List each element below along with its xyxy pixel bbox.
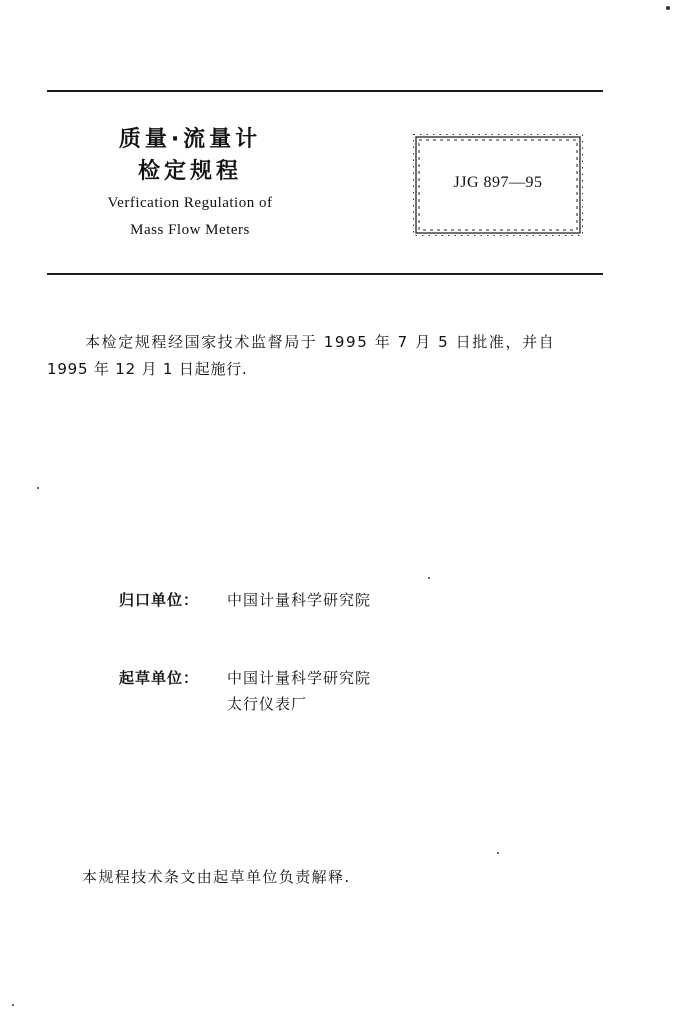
scan-speck — [37, 487, 39, 489]
scan-speck — [428, 577, 430, 579]
approval-line-2: 1995 年 12 月 1 日起施行. — [47, 360, 248, 378]
top-rule — [47, 90, 603, 92]
title-cn-line1: 质量·流量计 — [118, 127, 262, 152]
scan-speck — [12, 1004, 14, 1006]
scan-speck — [497, 852, 499, 854]
responsible-unit-label: 归口单位： — [119, 591, 200, 609]
approval-line-1: 本检定规程经国家技术监督局于 1995 年 7 月 5 日批准，并自 — [85, 333, 556, 351]
bottom-rule — [47, 273, 603, 275]
scan-speck — [666, 6, 670, 10]
drafting-unit-value-2: 太行仪表厂 — [227, 695, 308, 713]
interpretation-note: 本规程技术条文由起草单位负责解释. — [82, 868, 351, 886]
regulation-code: JJG 897—95 — [453, 174, 543, 191]
drafting-unit-value-1: 中国计量科学研究院 — [227, 669, 372, 687]
title-en-line1: Verfication Regulation of — [107, 195, 273, 211]
title-cn-line2: 检定规程 — [137, 159, 242, 184]
regulation-code-frame — [412, 133, 584, 237]
responsible-unit-value: 中国计量科学研究院 — [227, 591, 372, 609]
drafting-unit-label: 起草单位： — [119, 669, 200, 687]
title-en-line2: Mass Flow Meters — [130, 222, 250, 238]
